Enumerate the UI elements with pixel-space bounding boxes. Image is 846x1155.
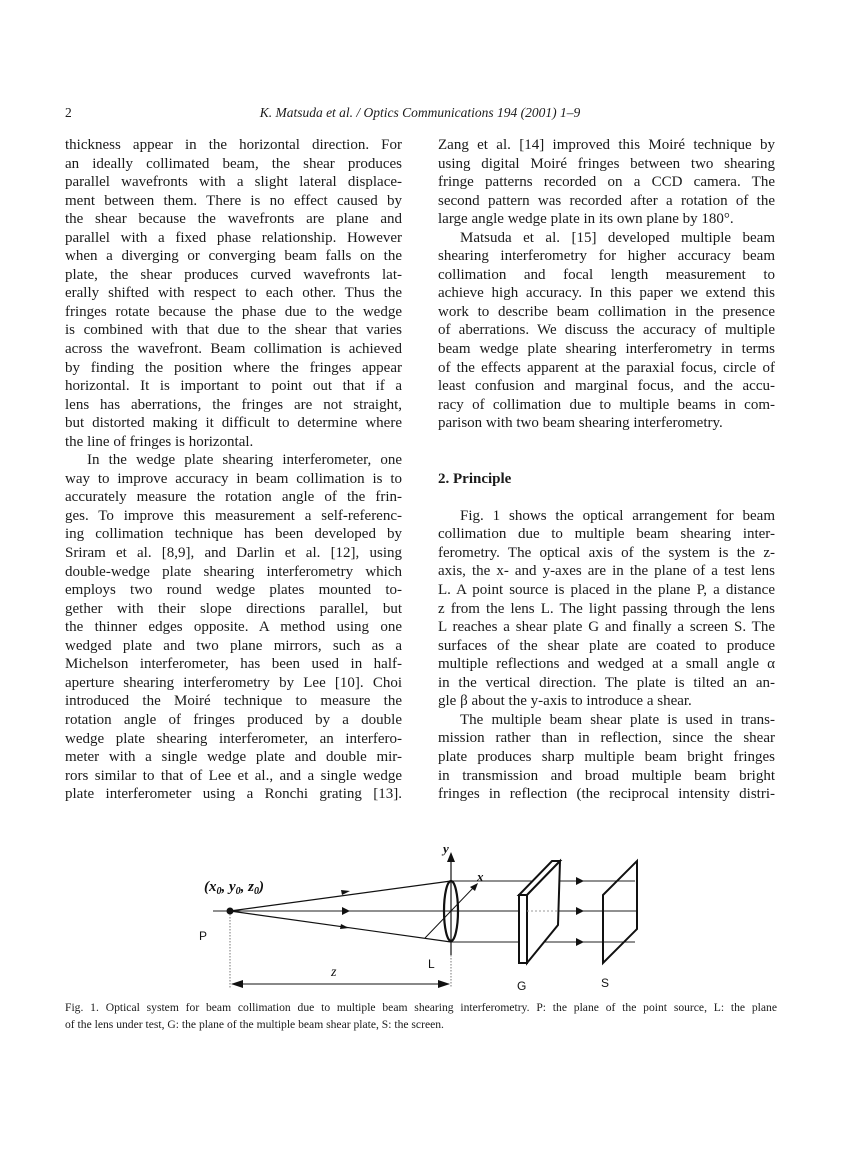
text-line: horizontal. It is important to point out that if a (65, 378, 402, 395)
text-line: parallel wavefronts with a slight lateral displace- (65, 174, 402, 191)
text-line: the shear because the wavefronts are plane and (65, 211, 402, 228)
text-line: employs two round wedge plates mounted to- (65, 582, 402, 599)
text-line: gether with their slope directions parallel, but (65, 600, 402, 617)
text-line: Matsuda et al. [15] developed multiple beam (460, 229, 775, 246)
label-g: G (517, 979, 527, 993)
text-line: fringes rotate because the phase due to the wedge (65, 303, 402, 320)
ray-arrow-icon (576, 907, 584, 915)
text-line: aperture shearing interferometry by Lee [10]. Choi (65, 674, 402, 691)
text-line: parison with two beam shearing interferometry. (438, 415, 723, 432)
ray-arrow-icon (576, 877, 584, 885)
text-line: plate, the shear produces curved wavefronts lat- (65, 266, 402, 283)
text-line: plate interferometer using a Ronchi grating [13]. (65, 786, 402, 803)
label-s: S (601, 976, 610, 990)
text-line: axis, the x- and y-axes are in the plane of a test lens (438, 563, 775, 580)
text-line: fringes in reflection (the reciprocal intensity distri- (438, 786, 775, 803)
text-line: In the wedge plate shearing interferometer, one (87, 452, 402, 469)
text-line: the thinner edges opposite. A method using one (65, 619, 402, 636)
label-p: P (199, 929, 208, 943)
shear-plate-icon (519, 861, 560, 963)
spacer (438, 433, 775, 452)
text-line: parallel with a fixed phase relationship. However (65, 229, 402, 246)
text-line: of aberrations. We discuss the accuracy of multiple (438, 322, 775, 339)
text-line: way to improve accuracy in beam collimation is to (65, 470, 402, 487)
screen-icon (603, 861, 637, 963)
text-line: beam wedge plate shearing interferometry in terms (438, 341, 775, 358)
section-heading: 2. Principle (438, 471, 512, 488)
text-line: large angle wedge plate in its own plane by 180°. (438, 211, 734, 228)
journal-reference: K. Matsuda et al. / Optics Communications 194 (2001) 1–9 (259, 105, 581, 120)
paragraph (438, 711, 775, 804)
text-line: double-wedge plate shearing interferometry which (65, 563, 402, 580)
text-line: accurately measure the rotation angle of the frin- (65, 489, 402, 506)
ray-arrow-icon (342, 907, 350, 915)
text-line: racy of collimation due to multiple beams in com- (438, 396, 775, 413)
paragraph (65, 451, 402, 803)
text-line: mission rather than in reflection, since the shear (438, 730, 775, 747)
text-line: plate produces sharp multiple beam bright fringes (438, 748, 775, 765)
text-line: by finding the position where the fringes appear (65, 359, 402, 376)
text-line: in the vertical direction. The plate is tilted an an- (438, 674, 775, 691)
text-line: wedged plate and two plane mirrors, such as a (65, 637, 402, 654)
distance-arrow-left-icon (231, 980, 243, 988)
ray-arrow-icon (576, 938, 584, 946)
text-line: Sriram et al. [8,9], and Darlin et al. [12], using (65, 545, 402, 562)
text-line: L. A point source is placed in the plane P, a distance (438, 582, 775, 599)
text-line: shearing interferometry for higher accuracy beam (438, 248, 775, 265)
running-head (65, 105, 775, 125)
figure-caption (65, 1000, 777, 1033)
text-line: but distorted making it difficult to determine where (65, 415, 402, 432)
text-line: rors similar to that of Lee et al., and a single wedge (65, 767, 402, 784)
text-line: introduced the Moiré technique to measure the (65, 693, 402, 710)
text-line: least confusion and marginal focus, and the accu- (438, 378, 775, 395)
text-line: The multiple beam shear plate is used in trans- (460, 711, 775, 728)
text-line: rotation angle of fringes produced by a double (65, 711, 402, 728)
left-column (65, 136, 402, 804)
label-l: L (428, 957, 435, 971)
text-line: the line of fringes is horizontal. (65, 433, 254, 450)
text-line: lens has aberrations, the fringes are not straight, (65, 396, 402, 413)
label-y: y (443, 841, 449, 856)
ray-arrow-icon (341, 890, 350, 895)
caption-line: Fig. 1. Optical system for beam collimation due to multiple beam shearing interferometry. P: the plane of the point source, L: the plane (65, 1001, 777, 1014)
paragraph (438, 229, 775, 433)
paragraph (65, 136, 402, 451)
figure-1-optical-diagram (190, 840, 660, 1000)
text-line: gle β about the y-axis to introduce a shear. (438, 693, 692, 710)
text-line: Fig. 1 shows the optical arrangement for beam (460, 507, 775, 524)
text-line: of the effects apparent at the paraxial focus, circle of (438, 359, 775, 376)
text-line: Michelson interferometer, has been used in half- (65, 656, 402, 673)
text-line: Zang et al. [14] improved this Moiré technique by (438, 137, 775, 153)
label-x: x (477, 869, 484, 884)
page-number: 2 (65, 105, 72, 120)
text-line: an ideally collimated beam, the shear produces (65, 155, 402, 172)
text-line: collimation and focal length measurement to (438, 266, 775, 283)
text-line: collimation due to multiple beam shearing inter- (438, 526, 775, 543)
paragraph (438, 507, 775, 711)
text-line: fringe patterns recorded on a CCD camera. The (438, 174, 775, 191)
distance-arrow-right-icon (438, 980, 450, 988)
paragraph (438, 136, 775, 229)
ray-arrow-icon (340, 924, 349, 929)
text-line: across the wavefront. Beam collimation is achieved (65, 341, 402, 358)
label-z: z (331, 965, 337, 980)
text-line: using digital Moiré fringes between two shearing (438, 155, 775, 172)
text-line: erally shifted with respect to each other. Thus the (65, 285, 402, 302)
source-coords-label: ($x_0$, $y_0$, $z_0$) (204, 879, 265, 897)
text-line: ges. To improve this measurement a self-referenc- (65, 507, 402, 524)
text-line: meter with a single wedge plate and double mir- (65, 749, 402, 766)
text-line: is combined with that due to the shear that varies (65, 322, 402, 339)
text-line: in transmission and broad multiple beam bright (438, 767, 775, 784)
text-line: thickness appear in the horizontal direction. For (65, 137, 402, 153)
text-line: when a diverging or converging beam falls on the (65, 248, 402, 265)
text-line: wedge plate shearing interferometer, an interfero- (65, 730, 402, 747)
text-line: surfaces of the shear plate are coated to produce (438, 637, 775, 654)
text-line: ing collimation technique has been developed by (65, 526, 402, 543)
caption-line: of the lens under test, G: the plane of the multiple beam shear plate, S: the screen. (65, 1017, 444, 1031)
text-line: multiple reflections and wedged at a small angle α (438, 656, 775, 673)
text-line: achieve high accuracy. In this paper we extend this (438, 285, 775, 302)
text-line: work to describe beam collimation in the presence (438, 303, 775, 320)
text-line: ment between them. There is no effect caused by (65, 192, 402, 209)
text-line: L reaches a shear plate G and finally a screen S. The (438, 619, 775, 636)
text-line: z from the lens L. The light passing through the lens (438, 600, 775, 617)
text-line: second pattern was recorded after a rotation of the (438, 192, 775, 209)
x-axis (425, 886, 475, 938)
right-column (438, 136, 775, 804)
text-line: ferometry. The optical axis of the system is the z- (438, 544, 775, 561)
